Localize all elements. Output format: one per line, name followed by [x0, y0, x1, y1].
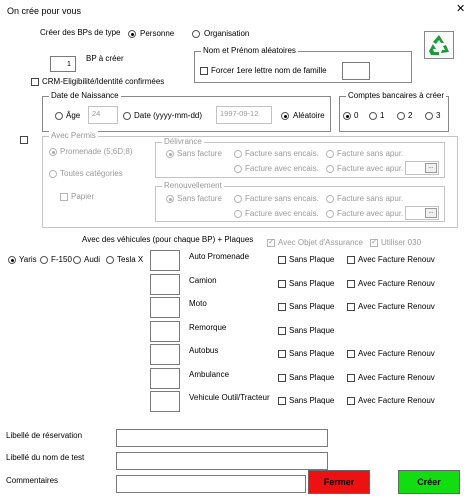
random-name-title: Nom et Prénom aléatoires [203, 46, 296, 55]
sans-plaque-label: Sans Plaque [289, 325, 335, 335]
test-name-input[interactable] [116, 452, 328, 470]
radio-bank-2[interactable] [397, 112, 405, 120]
window-title: On crée pour vous [7, 6, 82, 16]
facture-renouv-checkbox[interactable] [347, 350, 355, 358]
sans-plaque-checkbox[interactable] [278, 397, 286, 405]
vehicles-title: Avec des véhicules (pour chaque BP) + Plaques [82, 235, 254, 244]
vehicle-type-label: Autobus [189, 346, 219, 355]
radio-random-date[interactable] [281, 112, 289, 120]
radio-personne-label: Personne [140, 29, 175, 38]
facture-renouv-label: Avec Facture Renouv [358, 396, 435, 405]
vehicle-qty-input[interactable] [150, 321, 180, 342]
facture-renouv-label: Avec Facture Renouv [358, 372, 435, 382]
facture-renouv-checkbox[interactable] [347, 280, 355, 288]
radio-organisation[interactable] [192, 30, 200, 38]
force-letter-checkbox[interactable] [200, 67, 208, 75]
delivrance-title: Délivrance [164, 137, 202, 146]
crm-label: CRM-Eligibilité/Identité confirmées [42, 77, 165, 86]
model-yaris-label: Yaris [19, 255, 37, 264]
sans-plaque-label: Sans Plaque [289, 302, 335, 311]
facture-renouv-checkbox[interactable] [347, 303, 355, 311]
sans-plaque-label: Sans Plaque [289, 349, 335, 358]
vehicle-type-label: Vehicule Outil/Tracteur [189, 393, 270, 402]
radio-model-yaris[interactable] [8, 256, 16, 264]
sans-plaque-checkbox[interactable] [278, 374, 286, 382]
sans-plaque-checkbox[interactable] [278, 350, 286, 358]
bank-title: Comptes bancaires à créer [348, 91, 445, 100]
vehicle-qty-input[interactable] [150, 391, 180, 412]
age-input[interactable]: 24 [88, 106, 118, 124]
renouv-sans-facture-label: Sans facture [177, 194, 222, 203]
sans-plaque-label: Sans Plaque [289, 278, 335, 288]
renouv-avec-apur[interactable] [326, 210, 334, 218]
deliv-sans-apur[interactable] [326, 150, 334, 158]
bp-type-label: Créer des BPs de type [40, 28, 121, 37]
deliv-avec-encais-label: Facture avec encais. [245, 164, 319, 173]
reservation-label: Libellé de réservation [6, 431, 83, 440]
bp-count-label: BP à créer [86, 54, 124, 63]
letter-input[interactable] [342, 62, 370, 80]
vehicle-type-label: Moto [189, 299, 207, 308]
facture-renouv-label: Avec Facture Renouv [358, 278, 435, 288]
promenade-label: Promenade (5;6D;8) [60, 147, 133, 156]
bank-2-label: 2 [408, 111, 413, 120]
create-button[interactable]: Créer [398, 470, 460, 494]
facture-renouv-label: Avec Facture Renouv [358, 302, 435, 311]
vehicle-type-label: Ambulance [189, 369, 230, 379]
papier-label: Papier [71, 192, 95, 201]
force-letter-label: Forcer 1ere lettre nom de famille [211, 66, 327, 75]
model-audi-label: Audi [84, 255, 101, 264]
deliv-sans-apur-label: Facture sans apur. [337, 149, 404, 158]
close-icon[interactable]: ✕ [456, 3, 466, 15]
cancel-button[interactable]: Fermer [308, 470, 370, 494]
random-date-label: Aléatoire [293, 111, 325, 120]
papier-checkbox[interactable] [60, 193, 68, 201]
bank-0-label: 0 [354, 111, 359, 120]
toutes-categories-label: Toutes catégories [60, 169, 123, 178]
radio-age[interactable] [55, 112, 63, 120]
sans-plaque-label: Sans Plaque [289, 396, 335, 405]
deliv-avec-apur[interactable] [326, 165, 334, 173]
bank-3-label: 3 [436, 111, 441, 120]
renouv-sans-apur-label: Facture sans apur. [337, 194, 404, 203]
radio-bank-0[interactable] [343, 112, 351, 120]
radio-bank-3[interactable] [425, 112, 433, 120]
renouv-sans-encais-label: Facture sans encais. [245, 194, 319, 203]
assurance-checkbox[interactable] [267, 239, 275, 247]
deliv-sans-facture[interactable] [166, 150, 174, 158]
sans-plaque-label: Sans Plaque [289, 372, 335, 382]
crm-checkbox[interactable] [31, 78, 39, 86]
vehicle-type-label: Camion [189, 275, 217, 285]
radio-toutes-categories[interactable] [49, 170, 57, 178]
model-f150-label: F-150 [51, 255, 72, 264]
deliv-avec-encais[interactable] [234, 165, 242, 173]
model-tesla-label: Tesla X [117, 255, 144, 264]
sans-plaque-checkbox[interactable] [278, 256, 286, 264]
bp-count-input[interactable]: 1 [50, 56, 76, 72]
sans-plaque-label: Sans Plaque [289, 255, 335, 264]
radio-organisation-label: Organisation [204, 29, 250, 38]
comments-label: Commentaires [6, 476, 59, 485]
facture-renouv-checkbox[interactable] [347, 397, 355, 405]
sans-plaque-checkbox[interactable] [278, 327, 286, 335]
vehicle-qty-input[interactable] [150, 297, 180, 318]
permis-title: Avec Permis [51, 131, 96, 140]
facture-renouv-checkbox[interactable] [347, 256, 355, 264]
radio-model-f150[interactable] [40, 256, 48, 264]
renouv-sans-encais[interactable] [234, 195, 242, 203]
deliv-browse-button[interactable]: ... [425, 163, 437, 173]
radio-bank-1[interactable] [369, 112, 377, 120]
renouv-avec-encais[interactable] [234, 210, 242, 218]
comments-input[interactable] [116, 475, 306, 493]
renouv-sans-facture[interactable] [166, 195, 174, 203]
vehicle-type-label: Auto Promenade [189, 252, 250, 261]
facture-renouv-checkbox[interactable] [347, 374, 355, 382]
deliv-sans-facture-label: Sans facture [177, 149, 222, 158]
bank-1-label: 1 [380, 111, 385, 120]
vehicle-type-label: Remorque [189, 322, 227, 332]
renouv-browse-button[interactable]: ... [425, 208, 437, 218]
radio-model-tesla[interactable] [106, 256, 114, 264]
deliv-avec-apur-label: Facture avec apur. [337, 164, 404, 173]
radio-personne[interactable] [128, 30, 136, 38]
renouvellement-title: Renouvellement [164, 181, 222, 190]
test-name-label: Libellé du nom de test [6, 453, 85, 462]
vehicle-qty-input[interactable] [150, 250, 180, 271]
deliv-sans-encais-label: Facture sans encais. [245, 149, 319, 158]
vehicle-qty-input[interactable] [150, 344, 180, 365]
renouv-avec-apur-label: Facture avec apur. [337, 209, 404, 218]
birth-title: Date de Naissance [51, 91, 119, 100]
deliv-sans-encais[interactable] [234, 150, 242, 158]
permis-checkbox[interactable] [20, 136, 28, 144]
assurance-label: Avec Objet d'Assurance [278, 238, 363, 247]
radio-date[interactable] [123, 112, 131, 120]
age-label: Âge [66, 111, 81, 120]
renouv-sans-apur[interactable] [326, 195, 334, 203]
date-label: Date (yyyy-mm-dd) [134, 111, 203, 120]
sans-plaque-checkbox[interactable] [278, 303, 286, 311]
reservation-input[interactable] [116, 429, 328, 447]
vehicle-qty-input[interactable] [150, 274, 180, 295]
vehicle-qty-input[interactable] [150, 368, 180, 389]
recycle-icon[interactable] [424, 31, 454, 59]
sans-plaque-checkbox[interactable] [278, 280, 286, 288]
facture-renouv-label: Avec Facture Renouv [358, 255, 435, 264]
facture-renouv-label: Avec Facture Renouv [358, 349, 435, 358]
util-030-label: Utiliser 030 [381, 238, 422, 247]
radio-model-audi[interactable] [73, 256, 81, 264]
util-030-checkbox[interactable] [370, 239, 378, 247]
renouv-avec-encais-label: Facture avec encais. [245, 209, 319, 218]
date-input[interactable]: 1997-09-12 [216, 106, 272, 124]
radio-promenade[interactable] [49, 148, 57, 156]
